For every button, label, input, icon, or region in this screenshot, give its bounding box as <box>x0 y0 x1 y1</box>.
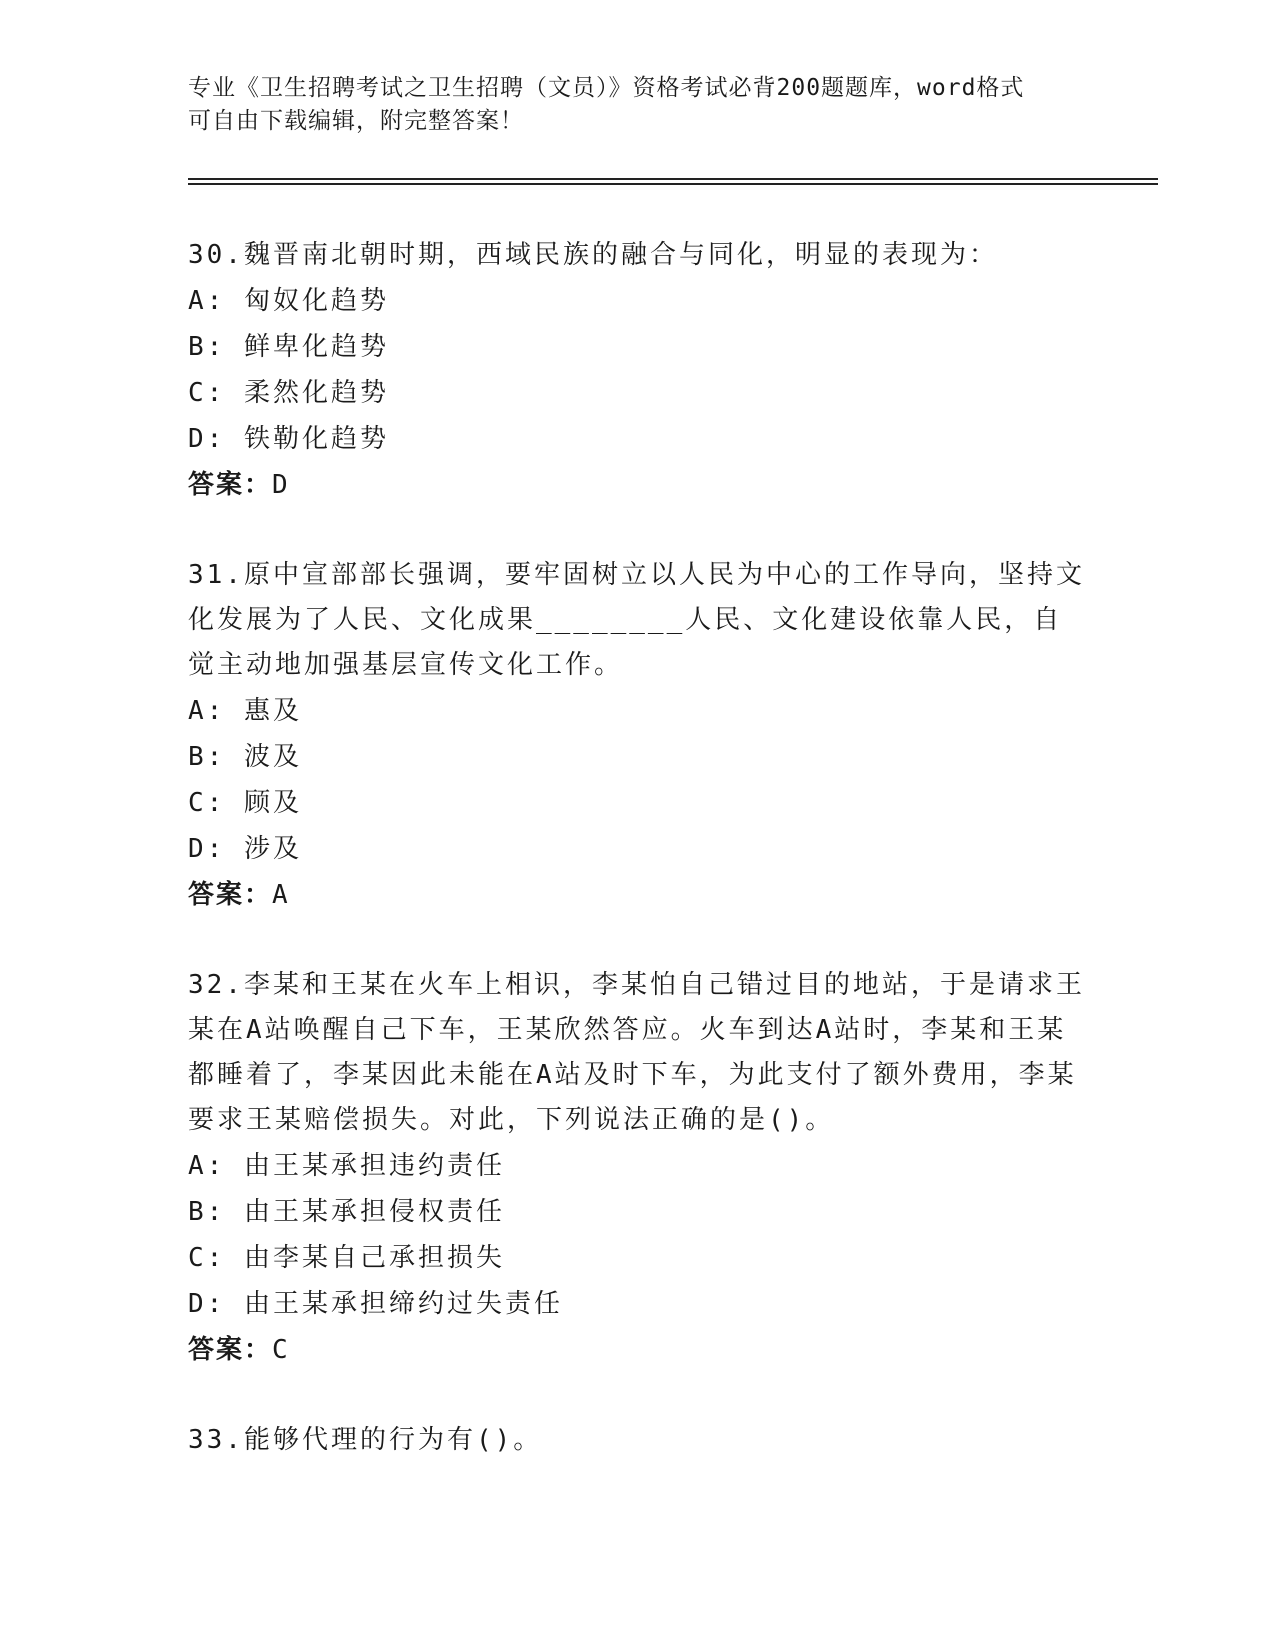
option-b: B: 鲜卑化趋势 <box>188 332 389 362</box>
option-d: D: 由王某承担缔约过失责任 <box>188 1289 563 1319</box>
option-c: C: 由李某自己承担损失 <box>188 1243 505 1273</box>
answer-label: 答案： <box>188 880 273 910</box>
option-c: C: 柔然化趋势 <box>188 378 389 408</box>
answer-value: A <box>272 880 289 910</box>
option-d: D: 铁勒化趋势 <box>188 424 389 454</box>
answer-line <box>188 872 1088 918</box>
header-line-2: 可自由下载编辑，附完整答案！ <box>188 108 524 134</box>
header-line-1: 专业《卫生招聘考试之卫生招聘（文员）》资格考试必背200题题库，word格式 <box>188 75 1025 101</box>
header-divider-top <box>188 178 1158 180</box>
option-b: B: 波及 <box>188 742 302 772</box>
answer-line <box>188 462 1088 508</box>
option-a: A: 惠及 <box>188 696 302 726</box>
question-stem: 32.李某和王某在火车上相识，李某怕自己错过目的地站，于是请求王某在A站唤醒自己下车，王某欣然答应。火车到达A站时，李某和王某都睡着了，李某因此未能在A站及时下车，为此支付了额外费用，李某要求王某赔偿损失。对此，下列说法正确的是()。 <box>188 970 1085 1135</box>
question-list <box>188 233 1088 1508</box>
question-stem: 30.魏晋南北朝时期，西域民族的融合与同化，明显的表现为： <box>188 240 998 270</box>
document-header <box>188 72 1088 138</box>
question-33 <box>188 1418 1088 1463</box>
option-c: C: 顾及 <box>188 788 302 818</box>
answer-value: D <box>272 470 289 500</box>
header-divider-bottom <box>188 183 1158 185</box>
question-32 <box>188 963 1088 1373</box>
question-31 <box>188 553 1088 918</box>
answer-label: 答案： <box>188 470 273 500</box>
question-stem: 31.原中宣部部长强调，要牢固树立以人民为中心的工作导向，坚持文化发展为了人民、文化成果________人民、文化建设依靠人民，自觉主动地加强基层宣传文化工作。 <box>188 560 1085 680</box>
answer-line <box>188 1327 1088 1373</box>
answer-value: C <box>272 1335 289 1365</box>
option-d: D: 涉及 <box>188 834 302 864</box>
answer-label: 答案： <box>188 1335 273 1365</box>
option-b: B: 由王某承担侵权责任 <box>188 1197 505 1227</box>
option-a: A: 匈奴化趋势 <box>188 286 389 316</box>
question-stem: 33.能够代理的行为有()。 <box>188 1425 543 1455</box>
option-a: A: 由王某承担违约责任 <box>188 1151 505 1181</box>
question-30 <box>188 233 1088 508</box>
